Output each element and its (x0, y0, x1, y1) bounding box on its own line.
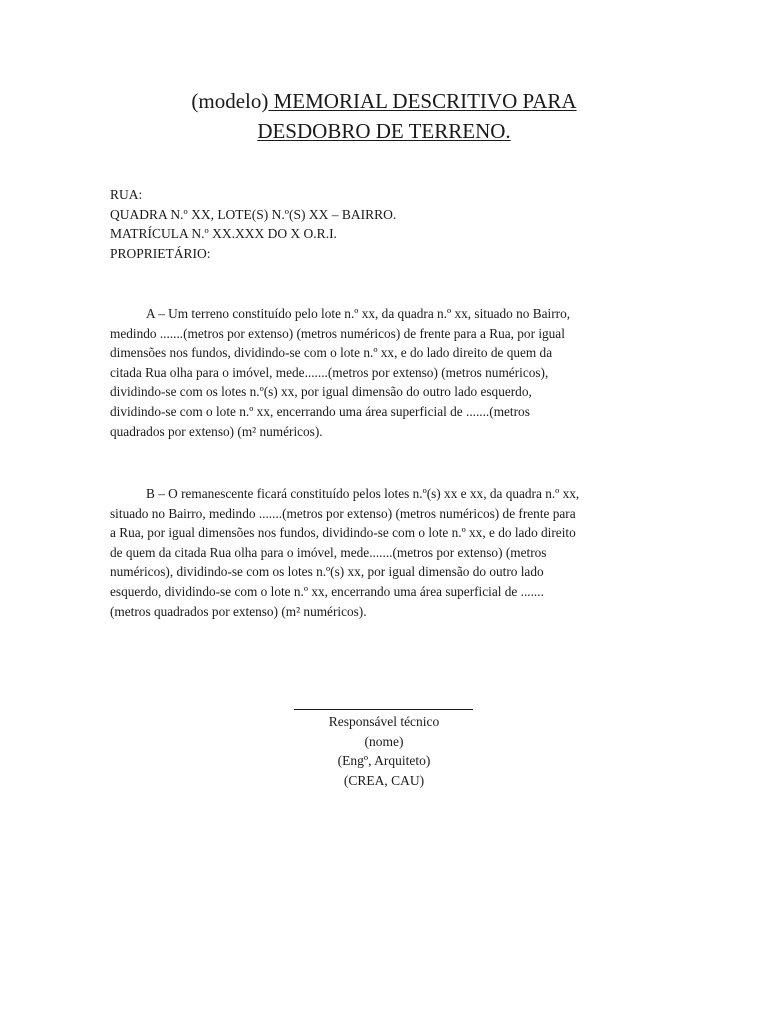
paragraph-b (110, 484, 658, 621)
signature-role: Responsável técnico (328, 714, 440, 729)
paragraph-b-line: de quem da citada Rua olha para o imóvel, mede.......(metros por extenso) (metros (110, 544, 547, 560)
title-prefix: (modelo) (191, 89, 269, 113)
rua-label: RUA: (110, 187, 143, 202)
title-line-1 (0, 86, 768, 116)
paragraph-a-line: dimensões nos fundos, dividindo-se com o lote n.º xx, e do lado direito de quem da (110, 345, 553, 361)
signature-registry: (CREA, CAU) (343, 772, 425, 788)
signature-line (294, 709, 473, 710)
paragraph-b-line: situado no Bairro, medindo .......(metros por extenso) (metros numéricos) de frente para (110, 505, 576, 521)
paragraph-a-line: citada Rua olha para o imóvel, mede.......(metros por extenso) (metros numéricos), (110, 364, 549, 380)
paragraph-a-line: quadrados por extenso) (m² numéricos). (110, 423, 323, 439)
paragraph-b-line: numéricos), dividindo-se com os lotes n.º(s) xx, por igual dimensão do outro lado (110, 564, 544, 580)
paragraph-a-line: medindo .......(metros por extenso) (metros numéricos) de frente para a Rua, por igual (110, 325, 565, 341)
paragraph-a-line: dividindo-se com os lotes n.º(s) xx, por igual dimensão do outro lado esquerdo, (110, 384, 532, 400)
signature-profession: (Engº, Arquiteto) (337, 753, 431, 768)
paragraph-b-line: B – O remanescente ficará constituído pelos lotes n.º(s) xx e xx, da quadra n.º xx, (146, 486, 580, 501)
quadra-lote-line: QUADRA N.º XX, LOTE(S) N.º(S) XX – BAIRRO. (110, 206, 397, 222)
title-main-part-1: MEMORIAL DESCRITIVO PARA (268, 89, 577, 113)
matricula-line: MATRÍCULA N.º XX.XXX DO X O.R.I. (110, 226, 337, 241)
paragraph-b-line: (metros quadrados por extenso) (m² numéricos). (110, 603, 367, 619)
title-main-part-2: DESDOBRO DE TERRENO. (257, 119, 511, 143)
proprietario-label: PROPRIETÁRIO: (110, 245, 211, 261)
signature-block (0, 712, 768, 790)
paragraph-a-line: dividindo-se com o lote n.º xx, encerrando uma área superficial de .......(metros (110, 403, 530, 419)
property-header (110, 185, 396, 263)
paragraph-a (110, 304, 658, 441)
paragraph-a-line: A – Um terreno constituído pelo lote n.º xx, da quadra n.º xx, situado no Bairro, (146, 306, 571, 321)
paragraph-b-line: esquerdo, dividindo-se com o lote n.º xx, encerrando uma área superficial de ....... (110, 583, 544, 599)
document-title (0, 86, 768, 146)
signature-name: (nome) (364, 733, 404, 749)
paragraph-b-line: a Rua, por igual dimensões nos fundos, dividindo-se com o lote n.º xx, e do lado direito (110, 525, 576, 541)
